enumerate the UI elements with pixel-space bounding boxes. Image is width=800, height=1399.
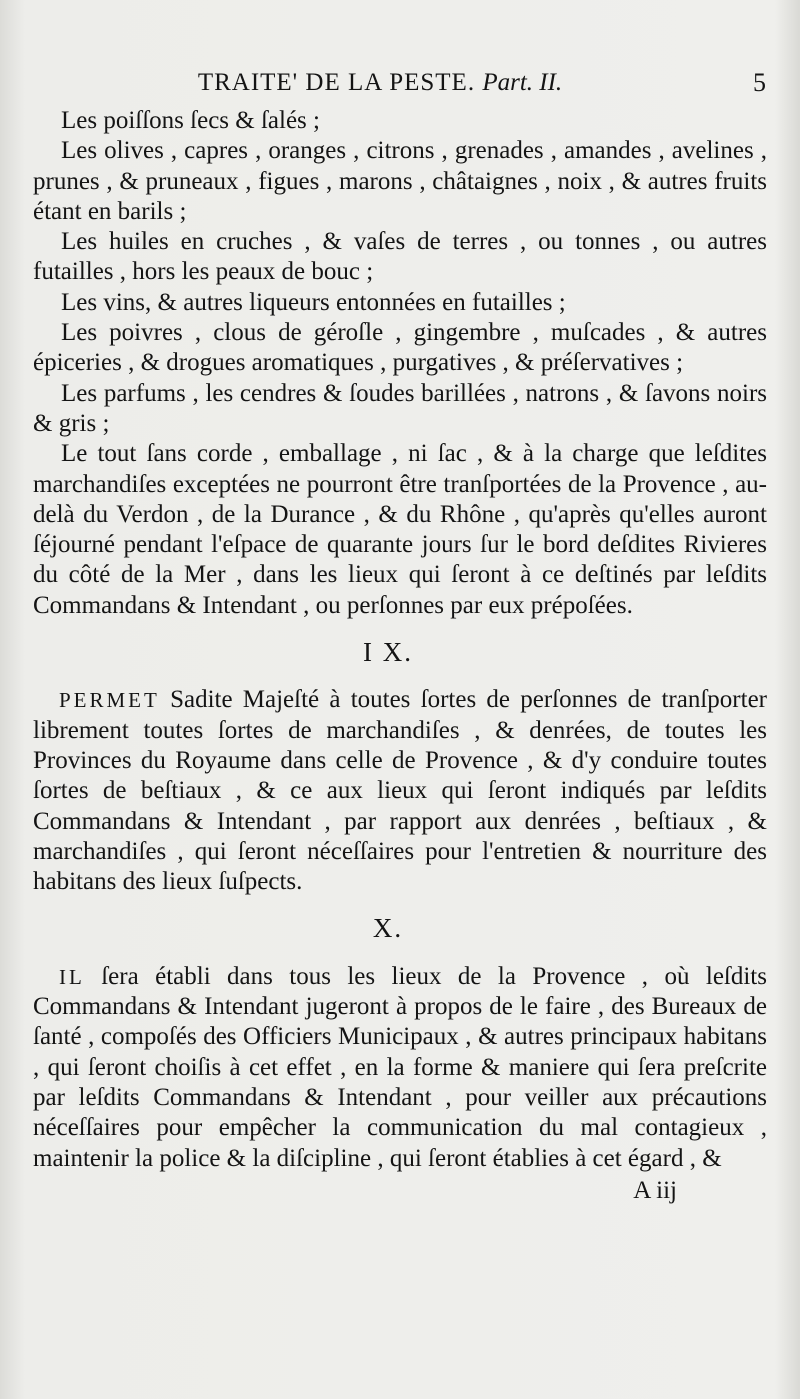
section-ix-opener: PERMET [59, 688, 160, 713]
section-heading-x: X. [372, 913, 404, 944]
section-x-body: ſera établi dans tous les lieux de la Provence , où leſdits Commandans & Intendant jugeront à propos de le faire , des Bureaux de ſanté , compoſés des Officiers Municipaux , & autres principaux habitans , qui ſeront choiſis à cet effet , en la forme & maniere qui ſera preſcrite par leſdits Commandans & Intendant , pour veiller aux précautions néceſſaires pour empêcher la communication du mal contagieux , maintenir la police & la diſcipline , qui ſeront établies à cet égard , & [33, 962, 767, 1172]
item-paragraph: Les poiſſons ſecs & ſalés ; [61, 107, 320, 134]
page-text [33, 62, 767, 1206]
item-paragraph: Les vins, & autres liqueurs entonnées en futailles ; [61, 288, 566, 316]
item-paragraph: Les huiles en cruches , & vaſes de terres , ou tonnes , ou autres futailles , hors les peaux de bouc ; [33, 228, 767, 286]
signature-mark: A iij [633, 1176, 677, 1204]
running-title: TRAITE' DE LA PESTE. [197, 69, 476, 96]
running-header [33, 68, 767, 102]
section-x-opener: IL [59, 964, 85, 989]
part-label: Part. II. [482, 69, 563, 96]
section-ix-paragraph [33, 685, 767, 897]
item-paragraph: Les parfums , les cendres & ſoudes barillées , natrons , & ſavons noirs & gris ; [33, 379, 767, 437]
item-paragraph: Les olives , capres , oranges , citrons , grenades , amandes , avelines , prunes , & pruneaux , figues , marons , châtaignes , noix , & autres fruits étant en barils ; [33, 137, 767, 225]
page-number: 5 [753, 68, 767, 97]
item-paragraph: Les poivres , clous de géroſle , gingembre , muſcades , & autres épiceries , & drogues aromatiques , purgatives , & préſervatives ; [33, 319, 767, 377]
item-paragraph: Le tout ſans corde , emballage , ni ſac , & à la charge que leſdites marchandiſes exceptées ne pourront être tranſportées de la Provence , au-delà du Verdon , de la Durance , & du Rhône , qu'après qu'elles auront ſéjourné pendant l'eſpace de quarante jours ſur le bord deſdites Rivieres du côté de la Mer , dans les lieux qui ſeront à ce deſtinés par leſdits Commandans & Intendant , ou perſonnes par eux prépoſées. [33, 440, 767, 619]
section-heading-ix: I X. [363, 637, 413, 668]
section-ix-body: Sadite Majeſté à toutes ſortes de perſonnes de tranſporter librement toutes ſortes de marchandiſes , & denrées, de toutes les Provinces du Royaume dans celle de Provence , & d'y conduire toutes ſortes de beſtiaux , & ce aux lieux qui ſeront indiqués par leſdits Commandans & Intendant , par rapport aux denrées , beſtiaux , & marchandiſes , qui ſeront néceſſaires pour l'entretien & nourriture des habitans des lieux ſuſpects. [33, 686, 767, 896]
section-x-paragraph [33, 962, 767, 1174]
